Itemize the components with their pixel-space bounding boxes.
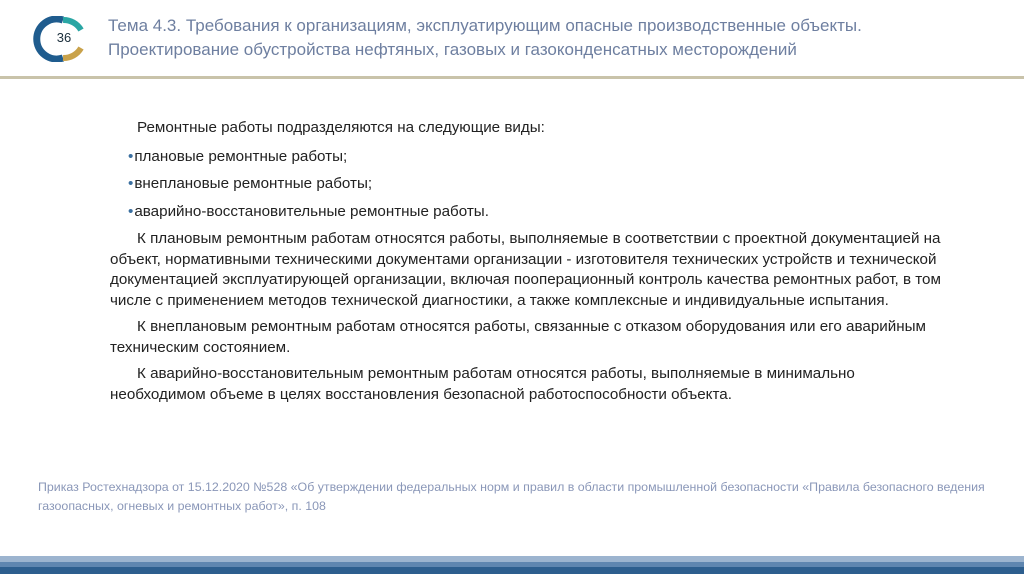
intro-text: Ремонтные работы подразделяются на следующие виды: — [137, 119, 545, 136]
bullet-text: плановые ремонтные работы; — [134, 147, 348, 165]
bullet-item — [110, 147, 950, 168]
footer-band-dark — [0, 567, 1024, 574]
footnote: Приказ Ростехнадзора от 15.12.2020 №528 «Об утверждении федеральных норм и правил в области промышленной безопасности «Правила безопасного ведения газоопасных, огневых и ремонтных работ», п. 108 — [38, 480, 985, 513]
paragraph-emergency: К аварийно-восстановительным ремонтным работам относятся работы, выполняемые в минимально необходимом объеме в целях восстановления безопасной работоспособности объекта. — [110, 365, 855, 403]
paragraph-unplanned: К внеплановым ремонтным работам относятся работы, связанные с отказом оборудования или его аварийным техническим состоянием. — [110, 318, 926, 356]
slide-header — [0, 0, 1024, 78]
slide-number: 36 — [56, 30, 72, 45]
slide-body — [110, 118, 950, 411]
bullet-marker: • — [128, 147, 134, 165]
paragraph-planned: К плановым ремонтным работам относятся работы, выполняемые в соответствии с проектной документацией на объект, нормативными техническими документами организации - изготовителя технических устройств и технической документацией эксплуатирующей организации, включая пооперационный контроль качества ремонтных работ, в том числе с применением методов технической диагностики, а также комплексные и индивидуальные испытания. — [110, 230, 941, 309]
bullet-item — [110, 174, 950, 195]
bullet-text: аварийно-восстановительные ремонтные работы. — [134, 202, 489, 220]
footer-band — [0, 556, 1024, 574]
header-divider — [0, 76, 1024, 79]
bullet-text: внеплановые ремонтные работы; — [134, 175, 373, 192]
bullet-marker: • — [128, 202, 134, 220]
slide-title: Тема 4.3. Требования к организациям, эксплуатирующим опасные производственные объекты. Проектирование обустройства нефтяных, газовых и газоконденсатных месторождений — [108, 16, 862, 59]
bullet-item — [110, 202, 950, 223]
bullet-marker: • — [128, 175, 134, 192]
